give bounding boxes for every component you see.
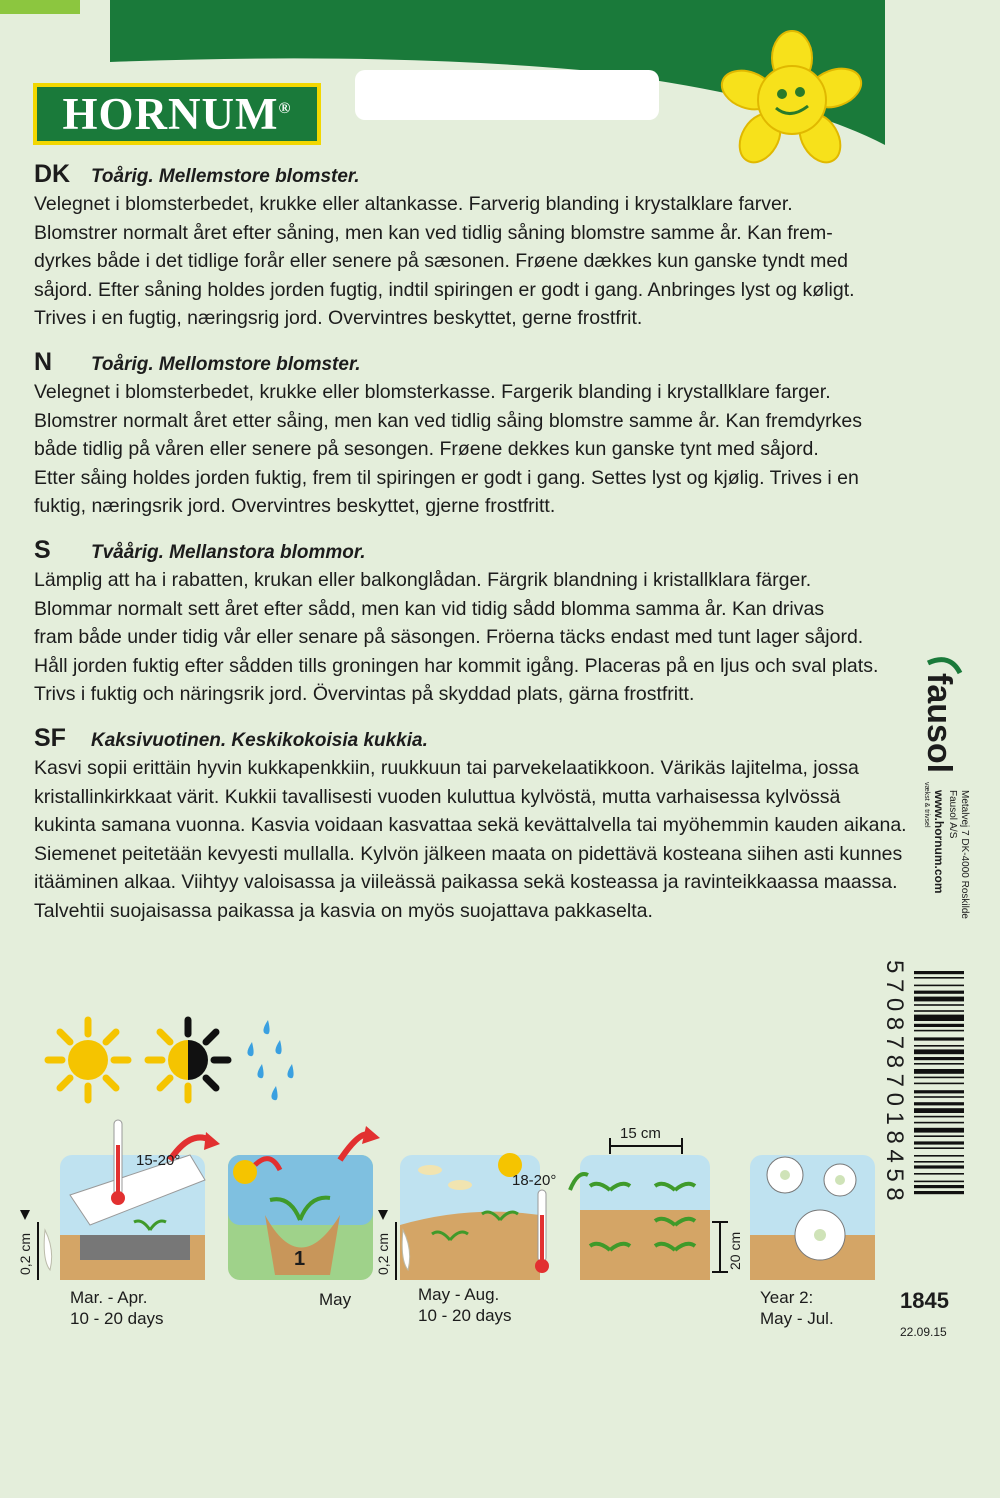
- barcode-bar: [914, 985, 964, 987]
- white-label-area: [355, 70, 659, 120]
- language-code: SF: [34, 724, 66, 752]
- barcode-bar: [914, 1155, 964, 1157]
- barcode-bar: [914, 1063, 964, 1065]
- barcode-bar: [914, 997, 964, 1002]
- step-1-temperature: 15-20°: [136, 1152, 181, 1169]
- barcode-bar: [914, 1077, 964, 1079]
- step-1-duration: 10 - 20 days: [70, 1309, 164, 1328]
- step-4-spacing: [570, 1138, 728, 1280]
- barcode-bar: [914, 1096, 964, 1098]
- barcode-bar: [914, 1045, 964, 1047]
- item-number: 1845: [900, 1288, 949, 1313]
- section-dk: [34, 160, 914, 333]
- half-shade-sun-icon: [148, 1020, 228, 1100]
- barcode-bar: [914, 1191, 964, 1194]
- section-body: Velegnet i blomsterbedet, krukke eller altankasse. Farverig blanding i krystalklare farver. Blomstrer normalt året efter såning, men kan ved tidlig såning blomstre samme år. Kan frem- dyrkes både i det tidlige forår eller senere på sæsonen. Frøene dækkes kun ganske tyndt med såjord. Efter såning holdes jorden fugtig, indtil spiringen er godt i gang. Anbringes lyst og køligt. Trives i en fugtig, næringsrig jord. Overvintres beskyttet, gerne frostfrit.: [34, 193, 855, 329]
- barcode-bar: [914, 1083, 964, 1085]
- step-1-depth: 0,2 cm: [17, 1232, 33, 1275]
- barcode-bar: [914, 1102, 964, 1105]
- barcode-bar: [914, 1122, 964, 1124]
- section-s: [34, 536, 914, 709]
- section-n: [34, 348, 914, 521]
- section-body: Lämplig att ha i rabatten, krukan eller balkonglådan. Färgrik blandning i kristallklara färger. Blommar normalt sett året efter sådd, men kan vid tidig sådd blomma samma år. Kan drivas fram både under tidig vår eller senare på säsongen. Fröerna täcks endast med tunt lager såjord. Håll jorden fuktig efter sådden tills groningen har kommit igång. Placeras på en ljus och sval plats. Trivs i fuktig och näringsrik jord. Övervintas på skyddad plats, gärna frostfritt.: [34, 569, 879, 705]
- hornum-logo: HORNUM®: [33, 83, 321, 145]
- section-body: Velegnet i blomsterbedet, krukke eller blomsterkasse. Fargerik blanding i krystallklare farger. Blomstrer normalt året etter såing, men kan ved tidlig såing blomstre samme år. Kan fremdyrkes både tidlig på våren eller senere på sesongen. Frøene dekkes kun ganske tynt med såjord. Etter såing holdes jorden fuktig, frem til spiringen er godt i gang. Settes lyst og kjølig. Trives i en fuktig, næringsrik jord. Overvintres beskyttet, gjerne frostfritt.: [34, 381, 862, 517]
- barcode-bar: [914, 1181, 964, 1183]
- step-5-period: May - Jul.: [760, 1309, 834, 1328]
- fausol-logo: [920, 655, 968, 775]
- barcode-bar: [914, 1128, 964, 1133]
- barcode-bar: [914, 1015, 964, 1021]
- barcode-bar: [914, 1049, 964, 1054]
- barcode: [886, 965, 966, 1275]
- step-3-period: May - Aug.: [418, 1285, 500, 1304]
- fausol-tagline: vækst & trivsel: [923, 782, 930, 828]
- step-1-indoor-sowing: [20, 1120, 220, 1280]
- website: www.hornum.com: [932, 790, 946, 894]
- barcode-bar: [914, 1010, 964, 1012]
- barcode-number: 5708787018458: [881, 960, 908, 1207]
- barcode-bar: [914, 1161, 964, 1163]
- pot-number: 1: [294, 1248, 306, 1270]
- plant-spacing: 15 cm: [620, 1125, 661, 1142]
- barcode-bar: [914, 1069, 964, 1074]
- section-sf: [34, 724, 914, 925]
- barcode-bar: [914, 1090, 964, 1093]
- barcode-bar: [914, 1185, 964, 1188]
- svg-text:fausol: fausol: [920, 673, 958, 774]
- language-code: DK: [34, 160, 71, 188]
- barcode-bar: [914, 1116, 964, 1118]
- print-date: 22.09.15: [900, 1325, 947, 1339]
- step-1-period: Mar. - Apr.: [70, 1288, 148, 1307]
- step-2-period: May: [319, 1290, 352, 1309]
- water-drops-icon: [247, 1020, 293, 1100]
- barcode-bar: [914, 991, 964, 994]
- address-line-2: Metalvej 7 DK-4000 Roskilde: [959, 790, 970, 919]
- step-3-depth: 0,2 cm: [375, 1232, 391, 1275]
- language-code: S: [34, 536, 51, 564]
- section-subtitle: Toårig. Mellemstore blomster.: [91, 166, 360, 187]
- barcode-bar: [914, 1037, 964, 1040]
- section-subtitle: Tvåårig. Mellanstora blommor.: [91, 542, 366, 563]
- barcode-bar: [914, 1004, 964, 1006]
- step-5-flowering: [750, 1155, 875, 1280]
- step-3-duration: 10 - 20 days: [418, 1306, 512, 1325]
- smiling-flower-icon: [720, 28, 870, 168]
- section-subtitle: Kaksivuotinen. Keskikokoisia kukkia.: [91, 730, 428, 751]
- section-subtitle: Toårig. Mellomstore blomster.: [91, 354, 361, 375]
- sowing-steps: [10, 1110, 890, 1360]
- barcode-bar: [914, 1024, 964, 1027]
- barcode-bar: [914, 1173, 964, 1175]
- plant-height-spacing: 20 cm: [727, 1231, 743, 1270]
- barcode-bar: [914, 1141, 964, 1144]
- barcode-bar: [914, 1147, 964, 1149]
- language-code: N: [34, 348, 53, 376]
- full-sun-icon: [48, 1020, 128, 1100]
- barcode-bar: [914, 1057, 964, 1060]
- barcode-bar: [914, 1030, 964, 1032]
- address-line-1: Fausol A/S: [947, 790, 958, 839]
- barcode-bar: [914, 971, 964, 974]
- step-3-temperature: 18-20°: [512, 1172, 557, 1189]
- barcode-bar: [914, 1108, 964, 1113]
- step-5-year: Year 2:: [760, 1288, 814, 1307]
- barcode-bar: [914, 977, 964, 979]
- barcode-bar: [914, 1135, 964, 1137]
- barcode-bar: [914, 1165, 964, 1168]
- section-body: Kasvi sopii erittäin hyvin kukkapenkkiin, ruukkuun tai parvekelaatikkoon. Värikäs lajitelma, jossa kristallinkirkkaat värit. Kukkii tavallisesti vuoden kuluttua kylvöstä, mutta varhaisessa kylvössä kukinta samana vuonna. Kasvia voidaan kasvattaa sekä kevättalvella tai myöhemmin kauden aikana. Siemenet peitetään kevyesti mullalla. Kylvön jälkeen maata on pidettävä kosteana siihen asti kunnes itääminen alkaa. Viihtyy valoisassa ja viileässä paikassa sekä kosteassa ja ravinteikkaassa maassa. Talvehtii suojaisassa paikassa ja kasvia on myös suojattava pakkaselta.: [34, 757, 907, 922]
- care-icons: [40, 1010, 310, 1110]
